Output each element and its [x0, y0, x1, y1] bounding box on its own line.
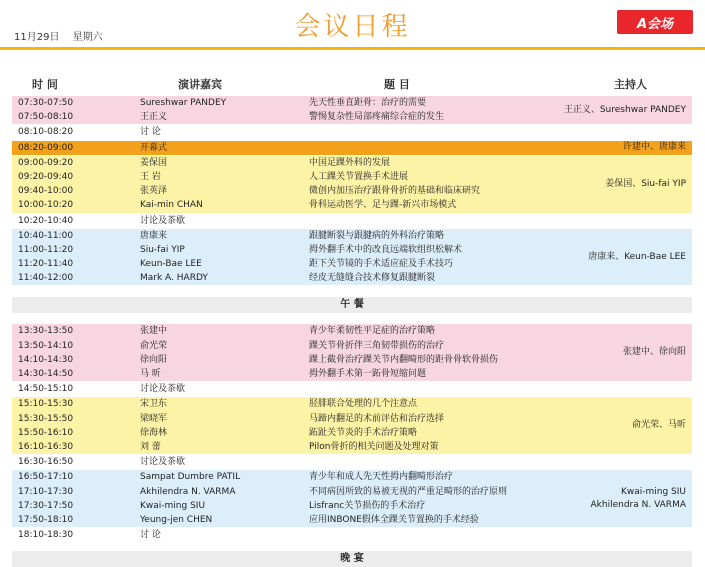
session-group — [12, 156, 692, 214]
session-time: 15:10-15:30 — [18, 399, 74, 410]
schedule-row — [12, 528, 692, 542]
session-speaker: 王正义 — [140, 112, 168, 123]
session-topic: 人工踝关节置换手术进展 — [309, 171, 409, 182]
schedule-row — [12, 229, 692, 243]
session-topic: 踝关节骨折伴三角韧带损伤的治疗 — [309, 340, 445, 351]
schedule-row — [12, 412, 692, 426]
session-host: Kwai-ming SIU Akhilendra N. VARMA — [590, 486, 686, 510]
session-time: 09:00-09:20 — [18, 157, 74, 168]
schedule-row — [12, 156, 692, 170]
session-topic: 青少年柔韧性平足症的治疗策略 — [309, 326, 436, 337]
session-host: 俞光荣、马昕 — [631, 420, 686, 431]
session-topic: 微创内加压治疗跟骨骨折的基础和临床研究 — [309, 186, 481, 197]
session-group — [12, 125, 692, 140]
session-time: 14:10-14:30 — [18, 354, 74, 365]
venue-logo: A会场 — [617, 10, 693, 34]
schedule-row — [12, 214, 692, 228]
session-group — [12, 141, 692, 156]
session-time: 10:00-10:20 — [18, 200, 74, 211]
schedule-row — [12, 353, 692, 367]
session-group — [12, 229, 692, 287]
session-time: 11:40-12:00 — [18, 273, 74, 284]
session-time: 17:30-17:50 — [18, 500, 74, 511]
session-speaker: 马 昕 — [140, 369, 161, 379]
session-speaker: 唐康来 — [140, 230, 168, 241]
session-topic: 胫腓联合处理的几个注意点 — [309, 399, 418, 410]
session-time: 14:30-14:50 — [18, 369, 74, 379]
session-speaker: Sampat Dumbre PATIL — [140, 472, 241, 483]
session-topic: Pilon骨折的相关问题及处理对策 — [309, 441, 439, 452]
schedule-row — [12, 339, 692, 353]
schedule-row — [12, 455, 692, 469]
session-time: 07:50-08:10 — [18, 112, 74, 123]
session-group — [12, 96, 692, 125]
col-header-topic: 题 目 — [384, 78, 410, 91]
session-speaker: 讨论及茶歇 — [140, 215, 186, 226]
session-group — [12, 470, 692, 528]
dinner-row: 晚 宴 — [12, 551, 692, 567]
schedule-row — [12, 198, 692, 212]
schedule-row — [12, 271, 692, 285]
session-speaker: 俞光荣 — [140, 340, 168, 351]
session-time: 10:20-10:40 — [18, 215, 74, 226]
session-topic: 中国足踝外科的发展 — [309, 157, 391, 168]
session-topic: 青少年和成人先天性拇内翻畸形治疗 — [309, 472, 454, 483]
session-speaker: 徐海林 — [140, 427, 168, 438]
session-time: 09:40-10:00 — [18, 186, 74, 197]
session-time: 10:40-11:00 — [18, 230, 74, 241]
session-speaker: Mark A. HARDY — [140, 273, 208, 284]
afternoon-block — [12, 324, 692, 543]
session-time: 17:50-18:10 — [18, 514, 74, 525]
schedule-row — [12, 367, 692, 381]
session-group — [12, 397, 692, 455]
session-group — [12, 214, 692, 229]
schedule-row — [12, 440, 692, 454]
page-header — [0, 0, 705, 50]
session-time: 14:50-15:10 — [18, 384, 74, 395]
session-time: 15:50-16:10 — [18, 427, 74, 438]
page-title: 会议日程 — [294, 12, 411, 42]
session-speaker: 讨论及茶歇 — [140, 384, 186, 395]
session-speaker: 王 岩 — [140, 171, 161, 182]
schedule-row — [12, 513, 692, 527]
session-group — [12, 382, 692, 397]
session-speaker: 开幕式 — [140, 142, 168, 153]
session-speaker: 刘 蕾 — [140, 441, 161, 452]
session-topic: 踝上截骨治疗踝关节内翻畸形的距骨骨软骨损伤 — [309, 354, 499, 365]
session-speaker: 讨 论 — [140, 127, 161, 138]
session-time: 08:10-08:20 — [18, 127, 74, 138]
header-rule — [0, 47, 705, 50]
session-speaker: 讨 论 — [140, 530, 161, 541]
session-speaker: 梁晓军 — [140, 413, 168, 424]
schedule-row — [12, 397, 692, 411]
weekday-text: 星期六 — [72, 32, 103, 43]
session-speaker: 宋卫东 — [140, 399, 168, 410]
session-host: 王正义、Sureshwar PANDEY — [563, 104, 686, 115]
schedule-row — [12, 125, 692, 139]
session-topic: 拇外翻手术中的改良远端软组织松解术 — [309, 244, 463, 255]
date-text: 11月29日 — [14, 32, 60, 43]
session-time: 18:10-18:30 — [18, 530, 74, 541]
session-topic: 拇外翻手术第一跖骨短缩问题 — [309, 369, 427, 379]
session-group — [12, 455, 692, 470]
session-time: 16:10-16:30 — [18, 441, 74, 452]
session-time: 17:10-17:30 — [18, 486, 74, 497]
session-speaker: Kwai-ming SIU — [140, 500, 206, 511]
session-speaker: Yeung-jen CHEN — [140, 514, 213, 525]
session-host: 许建中、唐康来 — [622, 142, 686, 153]
session-host: 张建中、徐向阳 — [622, 347, 686, 358]
session-speaker: Sureshwar PANDEY — [140, 98, 227, 108]
session-group — [12, 528, 692, 543]
session-time: 13:50-14:10 — [18, 340, 74, 351]
session-speaker: 张建中 — [140, 326, 168, 337]
schedule-row — [12, 382, 692, 396]
session-time: 16:50-17:10 — [18, 472, 74, 483]
session-topic: 距下关节镜的手术适应症及手术技巧 — [309, 259, 454, 270]
session-speaker: 讨论及茶歇 — [140, 457, 186, 468]
session-topic: 骨科运动医学、足与踝-新兴市场模式 — [309, 200, 457, 211]
session-topic: 不同病因所致的易被无视的严重足畸形的治疗原则 — [309, 486, 508, 497]
session-topic: 警惕复杂性局部疼痛综合症的发生 — [309, 112, 445, 123]
session-speaker: Keun-Bae LEE — [140, 259, 202, 270]
session-topic: 跖趾关节炎的手术治疗策略 — [309, 427, 418, 438]
schedule-row — [12, 426, 692, 440]
morning-block — [12, 96, 692, 286]
session-time: 11:20-11:40 — [18, 259, 74, 270]
schedule-row — [12, 141, 692, 155]
session-time: 11:00-11:20 — [18, 244, 74, 255]
session-time: 15:30-15:50 — [18, 413, 74, 424]
session-topic: Lisfranc关节损伤的手术治疗 — [309, 500, 426, 511]
session-speaker: Siu-fai YIP — [140, 244, 185, 255]
session-time: 09:20-09:40 — [18, 171, 74, 182]
session-speaker: 徐向阳 — [140, 354, 168, 365]
session-time: 16:30-16:50 — [18, 457, 74, 468]
session-host: 姜保国、Siu-fai YIP — [605, 178, 686, 189]
schedule-row — [12, 170, 692, 184]
session-time: 08:20-09:00 — [18, 142, 74, 153]
session-speaker: Akhilendra N. VARMA — [140, 486, 236, 497]
lunch-row: 午 餐 — [12, 297, 692, 313]
session-group — [12, 324, 692, 382]
session-time: 13:30-13:50 — [18, 326, 74, 337]
session-time: 07:30-07:50 — [18, 98, 74, 108]
session-topic: 应用INBONE假体全踝关节置换的手术经验 — [309, 514, 479, 525]
session-host: 唐康来、Keun-Bae LEE — [588, 251, 686, 262]
session-topic: 先天性垂直距骨：治疗的需要 — [309, 98, 427, 108]
session-speaker: 张英泽 — [140, 186, 168, 197]
schedule-table — [12, 96, 692, 567]
schedule-row — [12, 184, 692, 198]
session-topic: 跟腱断裂与跟腱病的外科治疗策略 — [309, 230, 445, 241]
col-header-time: 时 间 — [32, 78, 58, 91]
session-topic: 马蹄内翻足的术前评估和治疗选择 — [309, 413, 445, 424]
session-speaker: Kai-min CHAN — [140, 200, 203, 211]
schedule-row — [12, 470, 692, 484]
col-header-host: 主持人 — [614, 78, 647, 91]
session-topic: 经皮无缝缝合技术修复跟腱断裂 — [309, 273, 436, 284]
schedule-row — [12, 324, 692, 338]
session-speaker: 姜保国 — [140, 157, 168, 168]
col-header-speaker: 演讲嘉宾 — [178, 78, 222, 91]
